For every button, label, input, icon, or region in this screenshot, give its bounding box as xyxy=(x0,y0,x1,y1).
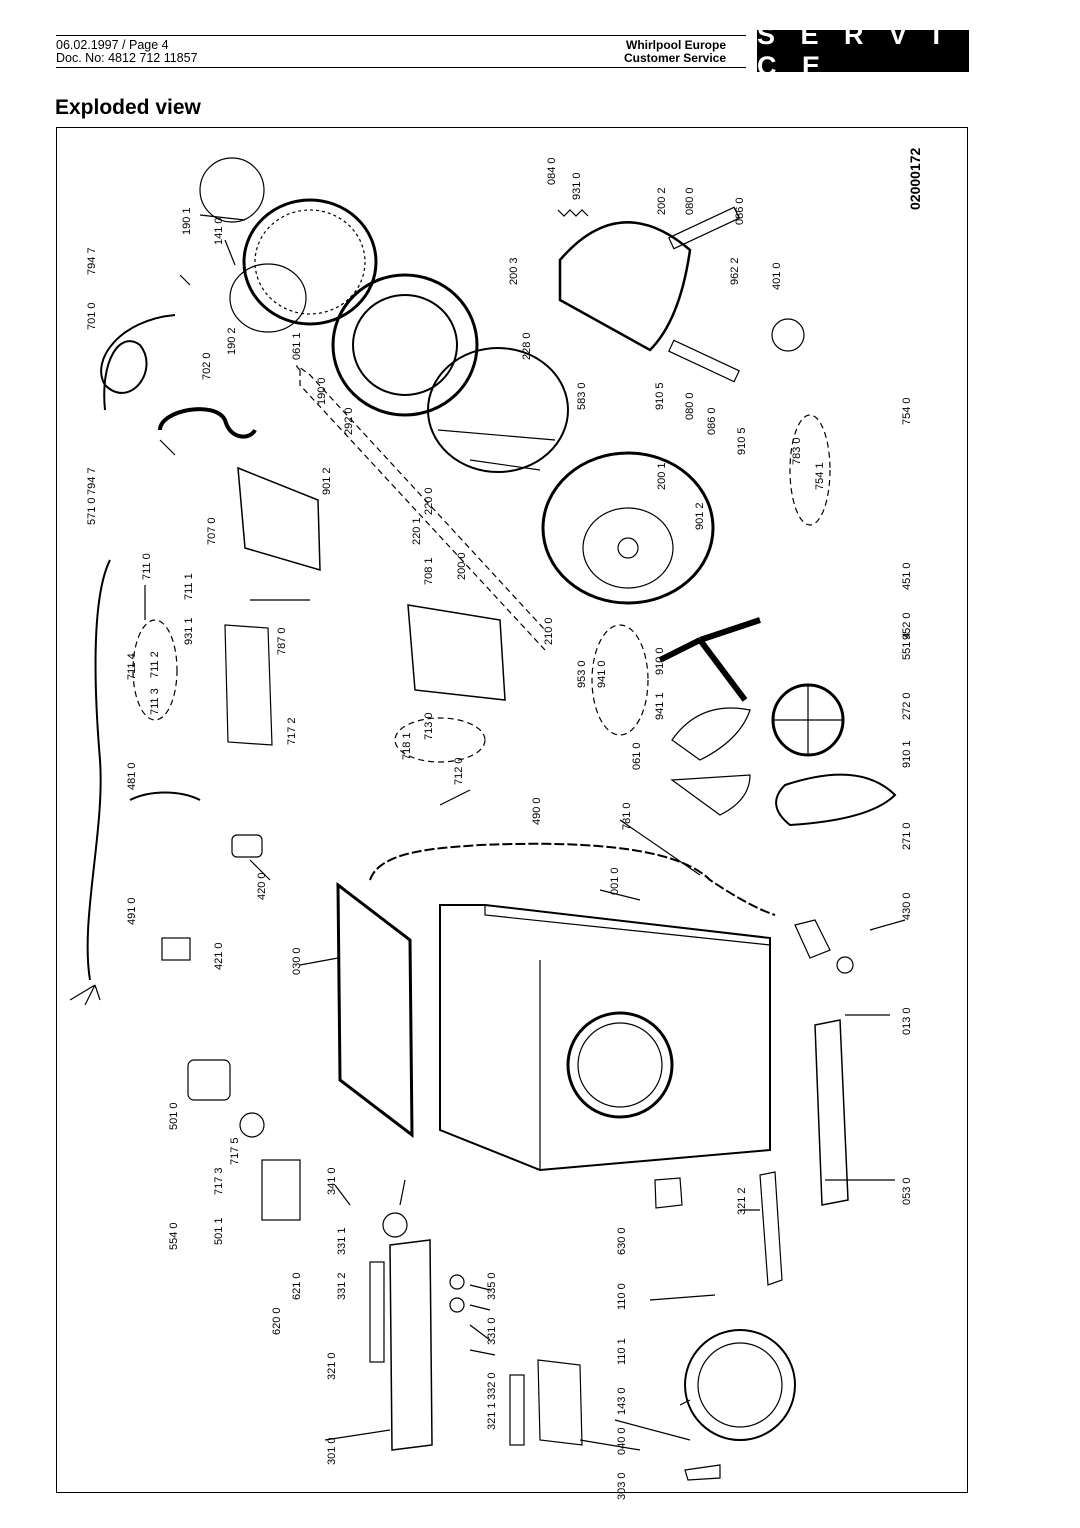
part-number-label: 794 7 xyxy=(86,467,98,495)
header-company: Whirlpool Europe xyxy=(626,38,726,52)
part-number-label: 717 2 xyxy=(286,717,298,745)
dispenser-drawer-box xyxy=(408,605,505,700)
part-number-label: 910 0 xyxy=(654,647,666,675)
part-number-label: 491 0 xyxy=(126,897,138,925)
part-number-label: 110 0 xyxy=(616,1283,628,1310)
part-number-label: 200 2 xyxy=(656,187,668,215)
part-number-label: 272 0 xyxy=(901,692,913,720)
porthole-trim xyxy=(760,1172,782,1285)
plinth xyxy=(815,1020,848,1205)
door-opening xyxy=(568,1013,672,1117)
part-number-label: 331 2 xyxy=(336,1272,348,1300)
part-number-label: 717 3 xyxy=(213,1167,225,1195)
interference-filter xyxy=(162,938,190,960)
inlet-hose xyxy=(101,315,175,410)
part-number-label: 707 0 xyxy=(206,517,218,545)
dispenser-housing xyxy=(238,468,320,570)
part-number-label: 332 0 xyxy=(486,1372,498,1400)
part-number-label: 708 1 xyxy=(423,557,435,585)
part-number-label: 583 0 xyxy=(576,382,588,410)
part-number-label: 910 5 xyxy=(654,382,666,410)
drain-hose xyxy=(160,409,255,436)
part-number-label: 335 0 xyxy=(486,1272,498,1300)
part-number-label: 787 0 xyxy=(276,627,288,655)
part-number-label: 953 0 xyxy=(576,660,588,688)
part-number-label: 701 0 xyxy=(86,302,98,330)
door-seal-ring xyxy=(244,200,376,324)
part-number-label: 401 0 xyxy=(771,262,783,290)
part-number-label: 110 1 xyxy=(616,1338,628,1365)
part-number-label: 061 1 xyxy=(291,332,303,360)
part-labels xyxy=(86,157,913,1500)
part-number-label: 228 0 xyxy=(521,332,533,360)
part-number-label: 271 0 xyxy=(901,822,913,850)
header-doc-number: Doc. No: 4812 712 11857 xyxy=(56,51,198,65)
part-number-label: 200 0 xyxy=(456,552,468,580)
door-handle xyxy=(685,1465,720,1480)
part-number-label: 711 4 xyxy=(126,653,138,680)
part-number-label: 190 0 xyxy=(316,377,328,405)
part-number-label: 080 0 xyxy=(684,392,696,420)
part-number-label: 331 0 xyxy=(486,1317,498,1345)
part-number-label: 220 1 xyxy=(411,517,423,545)
part-number-label: 702 0 xyxy=(201,352,213,380)
top-cover xyxy=(338,885,412,1135)
part-number-label: 331 1 xyxy=(336,1227,348,1255)
part-number-label: 321 2 xyxy=(736,1187,748,1215)
counterweight-bottom xyxy=(672,775,750,815)
tub-rear xyxy=(543,453,713,603)
page-title: Exploded view xyxy=(55,96,201,119)
part-number-label: 711 1 xyxy=(183,573,195,600)
part-number-label: 321 0 xyxy=(326,1352,338,1380)
part-number-label: 061 0 xyxy=(631,742,643,770)
part-number-label: 794 7 xyxy=(86,247,98,275)
header-department: Customer Service xyxy=(623,51,726,65)
drive-belt xyxy=(776,775,895,825)
part-number-label: 501 0 xyxy=(168,1102,180,1130)
part-number-label: 621 0 xyxy=(291,1272,303,1300)
part-number-label: 941 0 xyxy=(596,660,608,688)
part-number-label: 931 0 xyxy=(571,172,583,200)
service-banner: S E R V I C E xyxy=(757,30,969,72)
part-number-label: 080 0 xyxy=(684,187,696,215)
door-assembly xyxy=(685,1330,795,1440)
part-number-label: 783 0 xyxy=(791,437,803,465)
part-number-label: 754 1 xyxy=(814,462,826,490)
part-number-label: 030 0 xyxy=(291,947,303,975)
wiring-harness xyxy=(88,560,110,980)
part-number-label: 430 0 xyxy=(901,892,913,920)
suspension-spring xyxy=(558,210,588,216)
part-number-label: 941 1 xyxy=(654,692,666,720)
motor xyxy=(188,1060,230,1100)
part-number-label: 143 0 xyxy=(616,1387,628,1415)
part-number-label: 901 2 xyxy=(321,467,333,495)
part-number-label: 341 0 xyxy=(326,1167,338,1195)
drum xyxy=(428,348,568,472)
part-number-label: 001 0 xyxy=(609,867,621,895)
part-number-label: 086 0 xyxy=(706,407,718,435)
timer-module xyxy=(262,1160,300,1220)
counterweight-top xyxy=(672,708,750,760)
part-number-label: 053 0 xyxy=(901,1177,913,1205)
part-number-label: 713 0 xyxy=(423,712,435,740)
part-number-label: 962 2 xyxy=(729,257,741,285)
header-date-page: 06.02.1997 / Page 4 xyxy=(56,38,169,52)
part-number-label: 620 0 xyxy=(271,1307,283,1335)
part-number-label: 084 0 xyxy=(546,157,558,185)
part-number-label: 551 4 xyxy=(901,632,913,660)
part-number-label: 754 0 xyxy=(901,397,913,425)
control-plate xyxy=(225,625,272,745)
part-number-label: 303 0 xyxy=(616,1472,628,1500)
part-number-label: 630 0 xyxy=(616,1227,628,1255)
part-number-label: 040 0 xyxy=(616,1427,628,1455)
part-number-label: 421 0 xyxy=(213,942,225,970)
drain-pump xyxy=(772,319,804,351)
part-number-label: 952 0 xyxy=(901,612,913,640)
inner-door-ring xyxy=(230,264,306,332)
part-number-label: 718 1 xyxy=(401,732,413,760)
program-knob xyxy=(383,1213,407,1237)
part-number-label: 711 3 xyxy=(149,688,161,715)
part-number-label: 321 1 xyxy=(486,1402,498,1430)
capacitor xyxy=(232,835,262,857)
part-number-label: 200 3 xyxy=(508,257,520,285)
damper-bottom xyxy=(669,340,739,381)
control-panel xyxy=(390,1240,432,1450)
part-number-label: 301 0 xyxy=(326,1437,338,1465)
part-number-label: 554 0 xyxy=(168,1222,180,1250)
part-number-label: 420 0 xyxy=(256,872,268,900)
part-number-label: 451 0 xyxy=(901,562,913,590)
part-number-label: 292 0 xyxy=(343,407,355,435)
inlet-valve xyxy=(795,920,830,958)
part-number-label: 490 0 xyxy=(531,797,543,825)
part-number-label: 220 0 xyxy=(423,487,435,515)
part-number-label: 190 2 xyxy=(226,327,238,355)
part-number-label: 711 2 xyxy=(149,651,161,678)
part-number-label: 141 0 xyxy=(213,217,225,245)
part-number-label: 781 0 xyxy=(621,802,633,830)
part-number-label: 013 0 xyxy=(901,1007,913,1035)
part-number-label: 717 5 xyxy=(229,1137,241,1165)
part-number-label: 501 1 xyxy=(213,1217,225,1245)
dispenser-drawer xyxy=(538,1360,582,1445)
cabinet xyxy=(440,905,770,1170)
part-number-label: 910 1 xyxy=(901,740,913,768)
part-number-label: 481 0 xyxy=(126,762,138,790)
drum-spider xyxy=(660,620,760,700)
part-number-label: 711 0 xyxy=(141,553,153,580)
part-number-label: 901 2 xyxy=(694,502,706,530)
part-number-label: 086 0 xyxy=(734,197,746,225)
part-number-label: 571 0 xyxy=(86,497,98,525)
drawing-number: 02000172 xyxy=(907,147,923,210)
part-number-label: 200 1 xyxy=(656,462,668,490)
door-glass xyxy=(200,158,264,222)
part-number-label: 931 1 xyxy=(183,617,195,645)
part-number-label: 210 0 xyxy=(543,617,555,645)
fill-pipe xyxy=(370,844,775,915)
part-number-label: 190 1 xyxy=(181,207,193,235)
part-number-label: 910 5 xyxy=(736,427,748,455)
part-number-label: 712 0 xyxy=(453,757,465,785)
door-lock xyxy=(655,1178,682,1208)
